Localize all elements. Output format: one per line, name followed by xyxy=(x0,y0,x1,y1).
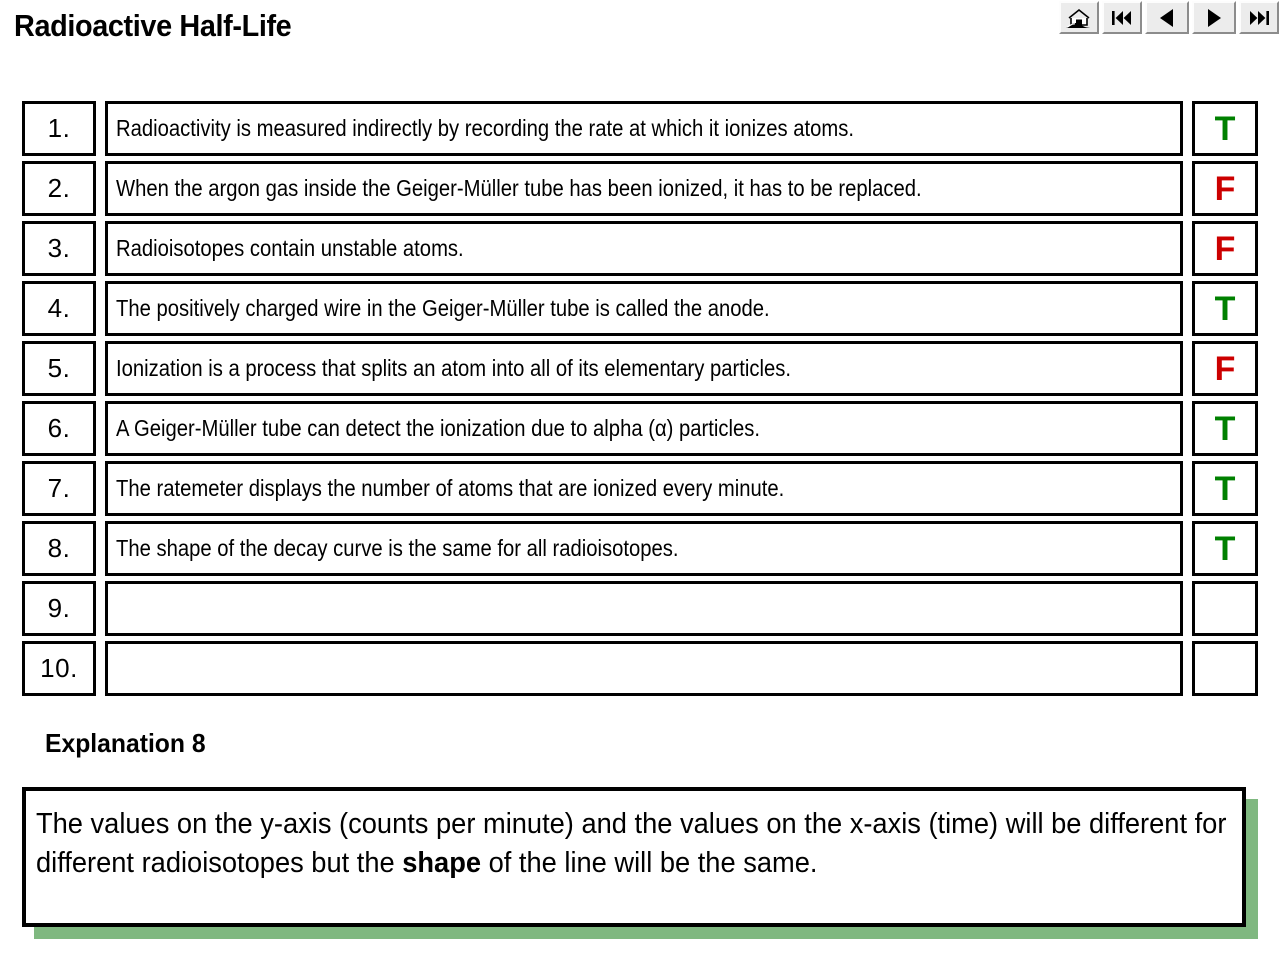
page-title: Radioactive Half-Life xyxy=(14,8,292,43)
table-row xyxy=(22,341,1258,396)
row-number: 4. xyxy=(22,281,96,336)
table-row xyxy=(22,521,1258,576)
row-answer[interactable]: T xyxy=(1192,281,1258,336)
skip-forward-icon xyxy=(1248,9,1270,27)
row-number: 6. xyxy=(22,401,96,456)
row-answer[interactable]: F xyxy=(1192,161,1258,216)
explanation-text-part2: of the line will be the same. xyxy=(481,846,818,879)
row-statement-text: When the argon gas inside the Geiger-Müller tube has been ionized, it has to be replaced. xyxy=(116,175,922,201)
row-answer[interactable] xyxy=(1192,581,1258,636)
quiz-table xyxy=(22,101,1258,701)
explanation-panel xyxy=(22,787,1246,927)
last-button[interactable] xyxy=(1239,1,1279,34)
skip-back-icon xyxy=(1111,9,1133,27)
row-statement-text: The ratemeter displays the number of atoms that are ionized every minute. xyxy=(116,475,785,501)
table-row xyxy=(22,401,1258,456)
row-number: 3. xyxy=(22,221,96,276)
row-answer[interactable]: F xyxy=(1192,341,1258,396)
table-row xyxy=(22,101,1258,156)
table-row xyxy=(22,281,1258,336)
row-number: 7. xyxy=(22,461,96,516)
row-number: 8. xyxy=(22,521,96,576)
row-answer[interactable]: T xyxy=(1192,461,1258,516)
row-statement xyxy=(105,341,1183,396)
home-icon xyxy=(1065,7,1093,29)
row-statement xyxy=(105,641,1183,696)
row-statement-text: Radioisotopes contain unstable atoms. xyxy=(116,235,464,261)
row-statement xyxy=(105,401,1183,456)
home-button[interactable] xyxy=(1059,1,1099,34)
table-row xyxy=(22,581,1258,636)
table-row xyxy=(22,641,1258,696)
row-statement-text: The shape of the decay curve is the same for all radioisotopes. xyxy=(116,535,679,561)
row-answer[interactable]: F xyxy=(1192,221,1258,276)
row-statement xyxy=(105,101,1183,156)
table-row xyxy=(22,221,1258,276)
next-icon xyxy=(1204,8,1224,28)
next-button[interactable] xyxy=(1192,1,1236,34)
row-number: 5. xyxy=(22,341,96,396)
row-statement xyxy=(105,521,1183,576)
row-answer[interactable]: T xyxy=(1192,101,1258,156)
explanation-box xyxy=(22,787,1246,927)
explanation-text-bold: shape xyxy=(402,846,482,879)
row-statement xyxy=(105,581,1183,636)
row-number: 2. xyxy=(22,161,96,216)
previous-icon xyxy=(1157,8,1177,28)
row-statement-text: A Geiger-Müller tube can detect the ionization due to alpha (α) particles. xyxy=(116,415,760,441)
first-button[interactable] xyxy=(1102,1,1142,34)
row-statement-text: The positively charged wire in the Geiger-Müller tube is called the anode. xyxy=(116,295,770,321)
previous-button[interactable] xyxy=(1145,1,1189,34)
row-answer[interactable]: T xyxy=(1192,401,1258,456)
navigation-toolbar xyxy=(1059,1,1279,34)
row-statement xyxy=(105,461,1183,516)
row-statement-text: Radioactivity is measured indirectly by recording the rate at which it ionizes atoms. xyxy=(116,115,854,141)
row-statement xyxy=(105,281,1183,336)
row-answer[interactable] xyxy=(1192,641,1258,696)
row-statement-text: Ionization is a process that splits an atom into all of its elementary particles. xyxy=(116,355,791,381)
row-number: 9. xyxy=(22,581,96,636)
explanation-text-part1: The values on the y-axis (counts per minute) and the values on the x-axis (time) will be different for different radioisotopes but the xyxy=(36,808,1227,879)
row-statement xyxy=(105,161,1183,216)
explanation-heading: Explanation 8 xyxy=(45,728,206,758)
table-row xyxy=(22,161,1258,216)
explanation-text xyxy=(36,805,1228,882)
row-number: 10. xyxy=(22,641,96,696)
row-answer[interactable]: T xyxy=(1192,521,1258,576)
row-statement xyxy=(105,221,1183,276)
table-row xyxy=(22,461,1258,516)
row-number: 1. xyxy=(22,101,96,156)
